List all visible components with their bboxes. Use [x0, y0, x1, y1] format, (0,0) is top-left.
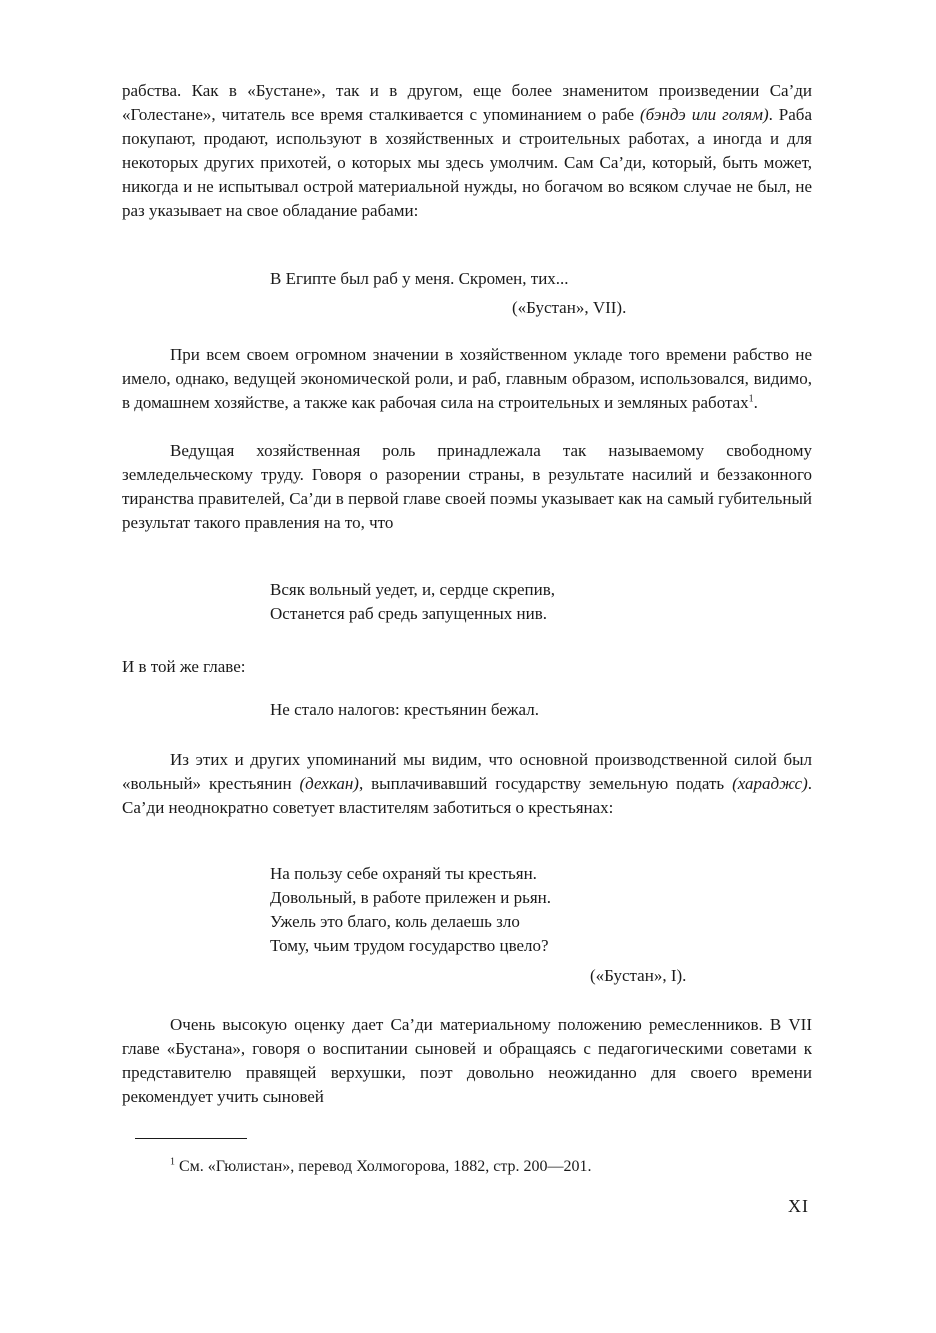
verse-4-source: («Бустан», I). [590, 966, 687, 985]
verse-2-line-1: Всяк вольный уедет, и, сердце скрепив, [270, 580, 555, 599]
paragraph-1-text-a: рабства. Как в «Бустане», так и в другом, еще более знаменитом произведении Са’ди «Голестане», читатель все время сталкивается с упоминанием о рабе [122, 81, 812, 124]
paragraph-2-end: . [753, 393, 758, 412]
verse-4-line-4: Тому, чьим трудом государство цвело? [270, 936, 549, 955]
paragraph-2 [122, 343, 812, 415]
paragraph-2-text: При всем своем огромном значении в хозяйственном укладе того времени рабство не имело, однако, ведущей экономической роли, и раб, главным образом, использовался, видимо, в домашнем хозяйстве, а также как рабочая сила на строительных и земляных работах [122, 345, 812, 412]
paragraph-6 [122, 1013, 812, 1109]
paragraph-5-italic-dehkan: (дехкан) [299, 774, 359, 793]
verse-3-line-1: Не стало налогов: крестьянин бежал. [270, 700, 539, 719]
verse-4-line-2: Довольный, в работе прилежен и рьян. [270, 888, 552, 907]
paragraph-5-italic-kharaj: (хараджс) [732, 774, 808, 793]
footnote-1 [170, 1156, 592, 1178]
paragraph-1-text-b: . Раба покупают, продают, используют в хозяйственных и строительных работах, а иногда и для некоторых других прихотей, о которых мы здесь умолчим. Сам Са’ди, который, быть может, никогда и не испытывал острой материальной нужды, но богачом во всяком случае не был, не раз указывает на свое обладание рабами: [122, 105, 813, 220]
footnote-divider [135, 1138, 247, 1139]
paragraph-1 [122, 79, 812, 223]
paragraph-5-text-b: , выплачивавший государству земельную подать [358, 774, 733, 793]
paragraph-1-italic-term: (бэндэ или голям) [640, 105, 769, 124]
verse-3 [270, 698, 539, 722]
verse-2-line-2: Останется раб средь запущенных нив. [270, 604, 547, 623]
verse-2 [270, 578, 555, 626]
verse-4-line-3: Ужель это благо, коль делаешь зло [270, 912, 520, 931]
footnote-1-text: См. «Гюлистан», перевод Холмогорова, 1882, стр. 200—201. [175, 1158, 592, 1175]
paragraph-4 [122, 655, 812, 679]
footnote-ref-1[interactable]: 1 [748, 393, 754, 405]
verse-1-source: («Бустан», VII). [512, 298, 627, 317]
paragraph-4-text: И в той же главе: [122, 657, 246, 676]
verse-4 [270, 862, 551, 958]
footnote-1-marker: 1 [170, 1156, 175, 1168]
paragraph-3 [122, 439, 812, 535]
verse-1-line-1: В Египте был раб у меня. Скромен, тих... [270, 269, 569, 288]
page-number: XI [788, 1196, 809, 1216]
verse-1 [270, 267, 569, 291]
paragraph-5-text-c: . Са’ди неоднократно советует властителям заботиться о крестьянах: [122, 774, 813, 817]
paragraph-5 [122, 748, 812, 820]
verse-4-line-1: На пользу себе охраняй ты крестьян. [270, 864, 537, 883]
paragraph-6-text: Очень высокую оценку дает Са’ди материальному положению ремесленников. В VII главе «Бустана», говоря о воспитании сыновей и обращаясь с педагогическими советами к представителю правящей верхушки, поэт довольно неожиданно для своего времени рекомендует учить сыновей [122, 1015, 812, 1106]
paragraph-5-text-a: Из этих и других упоминаний мы видим, что основной производственной силой был «вольный» крестьянин [122, 750, 812, 793]
paragraph-3-text: Ведущая хозяйственная роль принадлежала так называемому свободному земледельческому труду. Говоря о разорении страны, в результате насилий и беззаконного тиранства правителей, Са’ди в первой главе своей поэмы указывает как на самый губительный результат такого правления на то, что [122, 441, 812, 532]
